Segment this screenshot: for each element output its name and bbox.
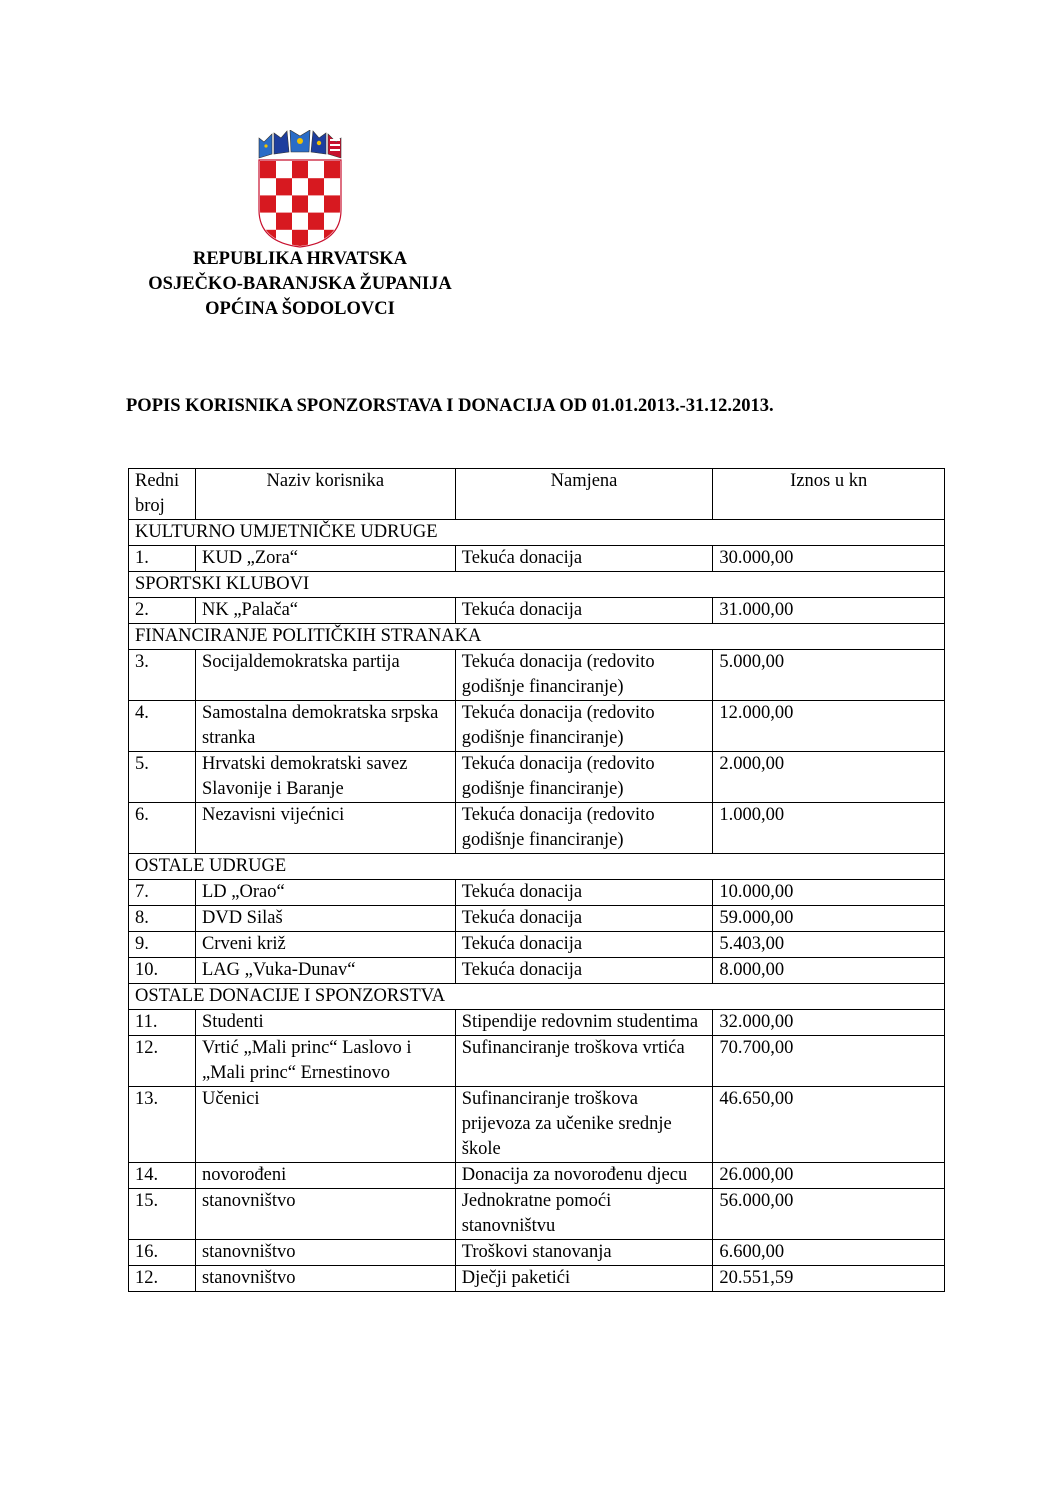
cell-purpose: Tekuća donacija (redovito godišnje financiranje) <box>455 650 713 701</box>
cell-purpose: Tekuća donacija <box>455 932 713 958</box>
section-title: FINANCIRANJE POLITIČKIH STRANAKA <box>129 624 945 650</box>
header-municipality: OPĆINA ŠODOLOVCI <box>205 299 395 319</box>
cell-amount: 20.551,59 <box>713 1266 945 1292</box>
document-title: POPIS KORISNIKA SPONZORSTAVA I DONACIJA OD 01.01.2013.-31.12.2013. <box>126 396 774 416</box>
cell-purpose: Sufinanciranje troškova prijevoza za učenike srednje škole <box>455 1087 713 1163</box>
cell-name: Hrvatski demokratski savez Slavonije i Baranje <box>195 752 455 803</box>
cell-purpose: Dječji paketići <box>455 1266 713 1292</box>
table-row <box>129 958 945 984</box>
cell-amount: 59.000,00 <box>713 906 945 932</box>
cell-amount: 5.403,00 <box>713 932 945 958</box>
cell-number: 16. <box>129 1240 196 1266</box>
cell-number: 13. <box>129 1087 196 1163</box>
table-row <box>129 906 945 932</box>
cell-purpose: Tekuća donacija <box>455 598 713 624</box>
cell-amount: 32.000,00 <box>713 1010 945 1036</box>
cell-purpose: Tekuća donacija (redovito godišnje financiranje) <box>455 752 713 803</box>
cell-amount: 30.000,00 <box>713 546 945 572</box>
cell-name: Studenti <box>195 1010 455 1036</box>
cell-purpose: Tekuća donacija (redovito godišnje financiranje) <box>455 701 713 752</box>
cell-amount: 1.000,00 <box>713 803 945 854</box>
table-row <box>129 1087 945 1163</box>
cell-number: 5. <box>129 752 196 803</box>
cell-name: KUD „Zora“ <box>195 546 455 572</box>
cell-number: 12. <box>129 1266 196 1292</box>
cell-purpose: Stipendije redovnim studentima <box>455 1010 713 1036</box>
table-row <box>129 803 945 854</box>
cell-name: Učenici <box>195 1087 455 1163</box>
section-row <box>129 854 945 880</box>
cell-number: 11. <box>129 1010 196 1036</box>
cell-amount: 10.000,00 <box>713 880 945 906</box>
table-row <box>129 932 945 958</box>
cell-purpose: Tekuća donacija <box>455 546 713 572</box>
section-title: OSTALE DONACIJE I SPONZORSTVA <box>129 984 945 1010</box>
cell-name: stanovništvo <box>195 1266 455 1292</box>
cell-amount: 12.000,00 <box>713 701 945 752</box>
cell-name: LAG „Vuka-Dunav“ <box>195 958 455 984</box>
cell-name: Vrtić „Mali princ“ Laslovo i „Mali princ“ Ernestinovo <box>195 1036 455 1087</box>
section-row <box>129 624 945 650</box>
cell-name: DVD Silaš <box>195 906 455 932</box>
cell-number: 12. <box>129 1036 196 1087</box>
cell-number: 8. <box>129 906 196 932</box>
cell-amount: 70.700,00 <box>713 1036 945 1087</box>
header-purpose: Namjena <box>455 469 713 520</box>
cell-name: NK „Palača“ <box>195 598 455 624</box>
cell-amount: 26.000,00 <box>713 1163 945 1189</box>
cell-amount: 56.000,00 <box>713 1189 945 1240</box>
table-row <box>129 546 945 572</box>
cell-name: Samostalna demokratska srpska stranka <box>195 701 455 752</box>
cell-amount: 6.600,00 <box>713 1240 945 1266</box>
cell-name: Nezavisni vijećnici <box>195 803 455 854</box>
cell-name: stanovništvo <box>195 1189 455 1240</box>
cell-amount: 5.000,00 <box>713 650 945 701</box>
cell-purpose: Tekuća donacija <box>455 906 713 932</box>
cell-number: 15. <box>129 1189 196 1240</box>
table-row <box>129 1010 945 1036</box>
section-title: KULTURNO UMJETNIČKE UDRUGE <box>129 520 945 546</box>
header-amount: Iznos u kn <box>713 469 945 520</box>
cell-number: 4. <box>129 701 196 752</box>
cell-number: 2. <box>129 598 196 624</box>
section-row <box>129 520 945 546</box>
table-row <box>129 1036 945 1087</box>
donations-table <box>128 468 945 1292</box>
section-title: SPORTSKI KLUBOVI <box>129 572 945 598</box>
cell-purpose: Donacija za novorođenu djecu <box>455 1163 713 1189</box>
header-number: Redni broj <box>129 469 196 520</box>
cell-name: stanovništvo <box>195 1240 455 1266</box>
cell-purpose: Tekuća donacija <box>455 958 713 984</box>
cell-name: Crveni križ <box>195 932 455 958</box>
cell-amount: 46.650,00 <box>713 1087 945 1163</box>
table-row <box>129 880 945 906</box>
section-row <box>129 572 945 598</box>
cell-purpose: Jednokratne pomoći stanovništvu <box>455 1189 713 1240</box>
table-row <box>129 598 945 624</box>
cell-purpose: Sufinanciranje troškova vrtića <box>455 1036 713 1087</box>
cell-name: LD „Orao“ <box>195 880 455 906</box>
table-row <box>129 1189 945 1240</box>
cell-number: 7. <box>129 880 196 906</box>
cell-number: 6. <box>129 803 196 854</box>
cell-number: 9. <box>129 932 196 958</box>
cell-name: novorođeni <box>195 1163 455 1189</box>
cell-amount: 2.000,00 <box>713 752 945 803</box>
table-row <box>129 1266 945 1292</box>
cell-number: 3. <box>129 650 196 701</box>
table-row <box>129 650 945 701</box>
header-county: OSJEČKO-BARANJSKA ŽUPANIJA <box>148 274 452 294</box>
header-name: Naziv korisnika <box>195 469 455 520</box>
header-country: REPUBLIKA HRVATSKA <box>192 249 408 269</box>
cell-purpose: Tekuća donacija (redovito godišnje financiranje) <box>455 803 713 854</box>
cell-purpose: Tekuća donacija <box>455 880 713 906</box>
section-row <box>129 984 945 1010</box>
table-header-row <box>129 469 945 520</box>
cell-amount: 8.000,00 <box>713 958 945 984</box>
table-row <box>129 1163 945 1189</box>
cell-name: Socijaldemokratska partija <box>195 650 455 701</box>
issuer-header <box>100 247 500 322</box>
cell-number: 1. <box>129 546 196 572</box>
croatian-coat-of-arms-icon <box>254 130 346 248</box>
section-title: OSTALE UDRUGE <box>129 854 945 880</box>
table-row <box>129 701 945 752</box>
table-row <box>129 752 945 803</box>
cell-amount: 31.000,00 <box>713 598 945 624</box>
cell-number: 14. <box>129 1163 196 1189</box>
cell-number: 10. <box>129 958 196 984</box>
table-row <box>129 1240 945 1266</box>
cell-purpose: Troškovi stanovanja <box>455 1240 713 1266</box>
